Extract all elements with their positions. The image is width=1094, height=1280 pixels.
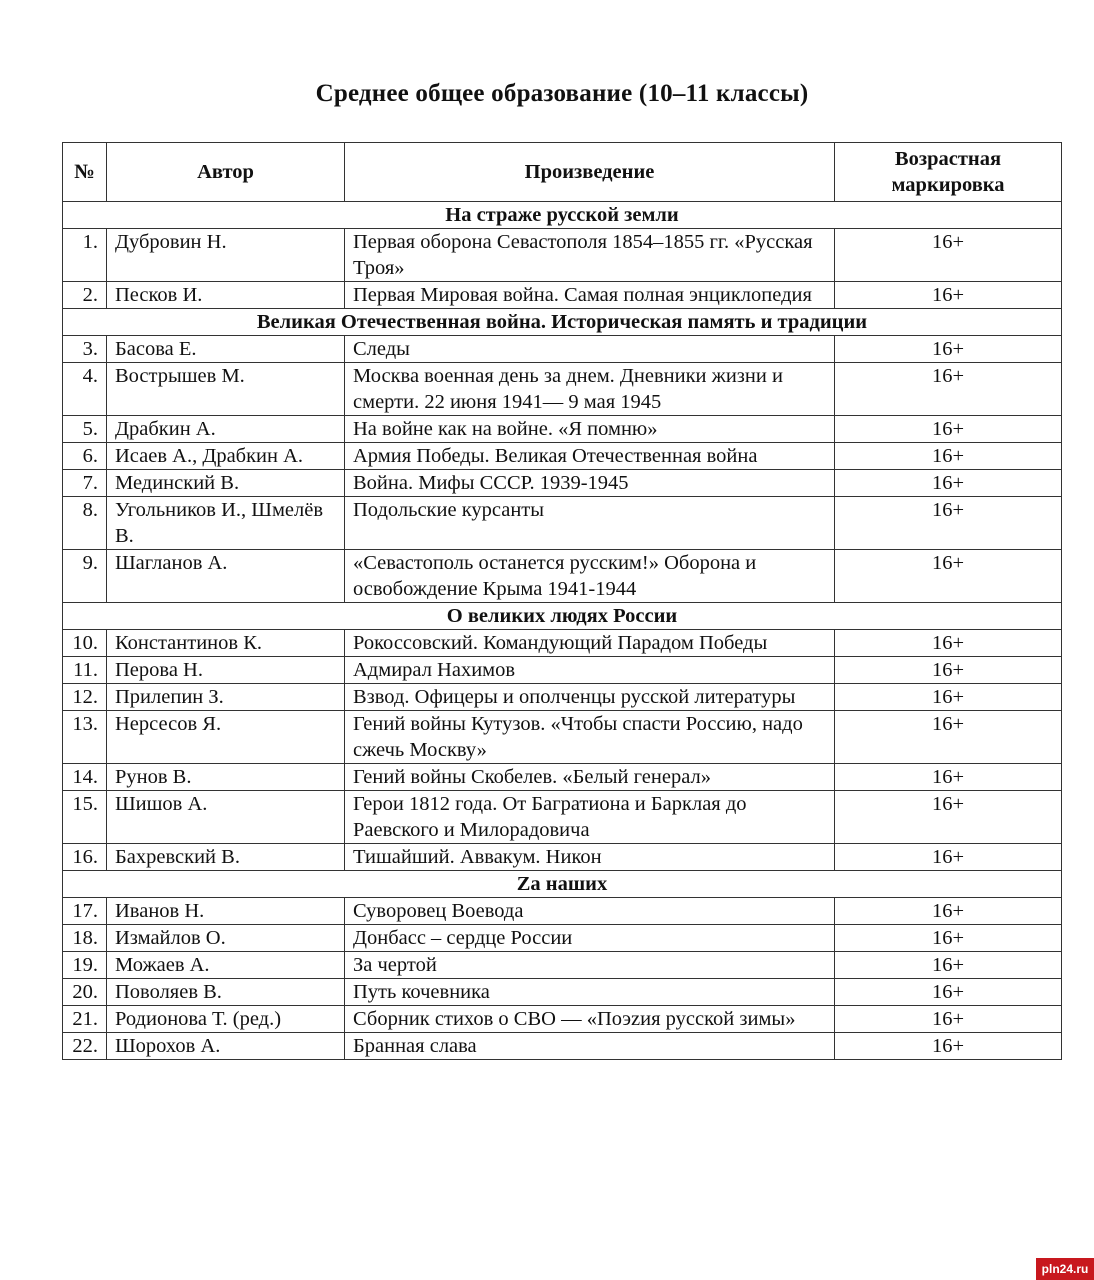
row-author: Мединский В.: [107, 470, 345, 497]
table-row: [63, 764, 1062, 791]
row-work: Первая Мировая война. Самая полная энциклопедия: [345, 282, 835, 309]
row-number: 14.: [63, 764, 107, 791]
row-work: Москва военная день за днем. Дневники жизни и смерти. 22 июня 1941— 9 мая 1945: [345, 363, 835, 416]
row-work: Армия Победы. Великая Отечественная война: [345, 443, 835, 470]
row-author: Шишов А.: [107, 791, 345, 844]
table-row: [63, 229, 1062, 282]
row-work: Гений войны Кутузов. «Чтобы спасти Россию, надо сжечь Москву»: [345, 711, 835, 764]
row-work: Подольские курсанты: [345, 497, 835, 550]
row-age-rating: 16+: [835, 470, 1062, 497]
row-age-rating: 16+: [835, 952, 1062, 979]
header-work: Произведение: [345, 143, 835, 202]
row-age-rating: 16+: [835, 764, 1062, 791]
row-author: Можаев А.: [107, 952, 345, 979]
row-number: 6.: [63, 443, 107, 470]
row-author: Прилепин З.: [107, 684, 345, 711]
table-row: [63, 416, 1062, 443]
row-number: 7.: [63, 470, 107, 497]
row-age-rating: 16+: [835, 711, 1062, 764]
row-work: Война. Мифы СССР. 1939-1945: [345, 470, 835, 497]
row-author: Вострышев М.: [107, 363, 345, 416]
row-age-rating: 16+: [835, 925, 1062, 952]
section-title: Великая Отечественная война. Историческая память и традиции: [63, 309, 1062, 336]
section-row: [63, 309, 1062, 336]
row-work: Донбасс – сердце России: [345, 925, 835, 952]
row-work: Суворовец Воевода: [345, 898, 835, 925]
row-number: 16.: [63, 844, 107, 871]
row-number: 20.: [63, 979, 107, 1006]
row-author: Поволяев В.: [107, 979, 345, 1006]
row-number: 5.: [63, 416, 107, 443]
table-row: [63, 844, 1062, 871]
row-author: Басова Е.: [107, 336, 345, 363]
row-number: 1.: [63, 229, 107, 282]
table-row: [63, 336, 1062, 363]
table-header-row: [63, 143, 1062, 202]
row-work: Путь кочевника: [345, 979, 835, 1006]
table-row: [63, 443, 1062, 470]
row-author: Угольников И., Шмелёв В.: [107, 497, 345, 550]
row-author: Дубровин Н.: [107, 229, 345, 282]
row-age-rating: 16+: [835, 550, 1062, 603]
row-work: Адмирал Нахимов: [345, 657, 835, 684]
row-age-rating: 16+: [835, 844, 1062, 871]
header-number: №: [63, 143, 107, 202]
row-age-rating: 16+: [835, 416, 1062, 443]
row-author: Иванов Н.: [107, 898, 345, 925]
table-row: [63, 282, 1062, 309]
row-work: На войне как на войне. «Я помню»: [345, 416, 835, 443]
section-title: На страже русской земли: [63, 202, 1062, 229]
row-number: 4.: [63, 363, 107, 416]
row-author: Шорохов А.: [107, 1033, 345, 1060]
row-work: Герои 1812 года. От Багратиона и Барклая до Раевского и Милорадовича: [345, 791, 835, 844]
section-row: [63, 603, 1062, 630]
row-author: Нерсесов Я.: [107, 711, 345, 764]
row-number: 8.: [63, 497, 107, 550]
row-number: 15.: [63, 791, 107, 844]
book-list-table: [62, 142, 1062, 1060]
row-number: 21.: [63, 1006, 107, 1033]
row-number: 19.: [63, 952, 107, 979]
site-logo: pln24.ru: [1036, 1258, 1094, 1280]
row-author: Измайлов О.: [107, 925, 345, 952]
table-row: [63, 791, 1062, 844]
table-row: [63, 979, 1062, 1006]
row-author: Драбкин А.: [107, 416, 345, 443]
row-author: Шагланов А.: [107, 550, 345, 603]
header-age-rating: Возрастная маркировка: [835, 143, 1062, 202]
row-number: 9.: [63, 550, 107, 603]
table-row: [63, 952, 1062, 979]
table-row: [63, 711, 1062, 764]
row-number: 17.: [63, 898, 107, 925]
table-row: [63, 1033, 1062, 1060]
section-row: [63, 202, 1062, 229]
row-age-rating: 16+: [835, 497, 1062, 550]
row-age-rating: 16+: [835, 684, 1062, 711]
row-number: 2.: [63, 282, 107, 309]
row-age-rating: 16+: [835, 657, 1062, 684]
row-work: За чертой: [345, 952, 835, 979]
table-row: [63, 684, 1062, 711]
row-age-rating: 16+: [835, 1006, 1062, 1033]
table-row: [63, 657, 1062, 684]
row-age-rating: 16+: [835, 630, 1062, 657]
section-title: О великих людях России: [63, 603, 1062, 630]
row-age-rating: 16+: [835, 229, 1062, 282]
row-age-rating: 16+: [835, 282, 1062, 309]
row-work: Следы: [345, 336, 835, 363]
row-author: Исаев А., Драбкин А.: [107, 443, 345, 470]
row-work: Взвод. Офицеры и ополченцы русской литературы: [345, 684, 835, 711]
row-work: Гений войны Скобелев. «Белый генерал»: [345, 764, 835, 791]
row-number: 13.: [63, 711, 107, 764]
row-author: Бахревский В.: [107, 844, 345, 871]
row-number: 12.: [63, 684, 107, 711]
row-work: Рокоссовский. Командующий Парадом Победы: [345, 630, 835, 657]
row-age-rating: 16+: [835, 898, 1062, 925]
row-age-rating: 16+: [835, 443, 1062, 470]
row-number: 18.: [63, 925, 107, 952]
row-age-rating: 16+: [835, 791, 1062, 844]
row-age-rating: 16+: [835, 336, 1062, 363]
table-row: [63, 550, 1062, 603]
row-work: Тишайший. Аввакум. Никон: [345, 844, 835, 871]
header-author: Автор: [107, 143, 345, 202]
table-row: [63, 363, 1062, 416]
table-row: [63, 898, 1062, 925]
row-work: Первая оборона Севастополя 1854–1855 гг. «Русская Троя»: [345, 229, 835, 282]
row-number: 3.: [63, 336, 107, 363]
row-age-rating: 16+: [835, 1033, 1062, 1060]
row-author: Константинов К.: [107, 630, 345, 657]
section-row: [63, 871, 1062, 898]
table-row: [63, 925, 1062, 952]
row-age-rating: 16+: [835, 979, 1062, 1006]
table-row: [63, 497, 1062, 550]
row-author: Родионова Т. (ред.): [107, 1006, 345, 1033]
row-number: 10.: [63, 630, 107, 657]
table-row: [63, 1006, 1062, 1033]
row-author: Перова Н.: [107, 657, 345, 684]
row-author: Рунов В.: [107, 764, 345, 791]
page-title: Среднее общее образование (10–11 классы): [315, 80, 809, 107]
row-number: 11.: [63, 657, 107, 684]
row-number: 22.: [63, 1033, 107, 1060]
section-title: Zа наших: [63, 871, 1062, 898]
table-row: [63, 470, 1062, 497]
row-work: Сборник стихов о СВО — «Поэzия русской зимы»: [345, 1006, 835, 1033]
row-age-rating: 16+: [835, 363, 1062, 416]
row-work: Бранная слава: [345, 1033, 835, 1060]
row-author: Песков И.: [107, 282, 345, 309]
table-row: [63, 630, 1062, 657]
row-work: «Севастополь останется русским!» Оборона и освобождение Крыма 1941-1944: [345, 550, 835, 603]
